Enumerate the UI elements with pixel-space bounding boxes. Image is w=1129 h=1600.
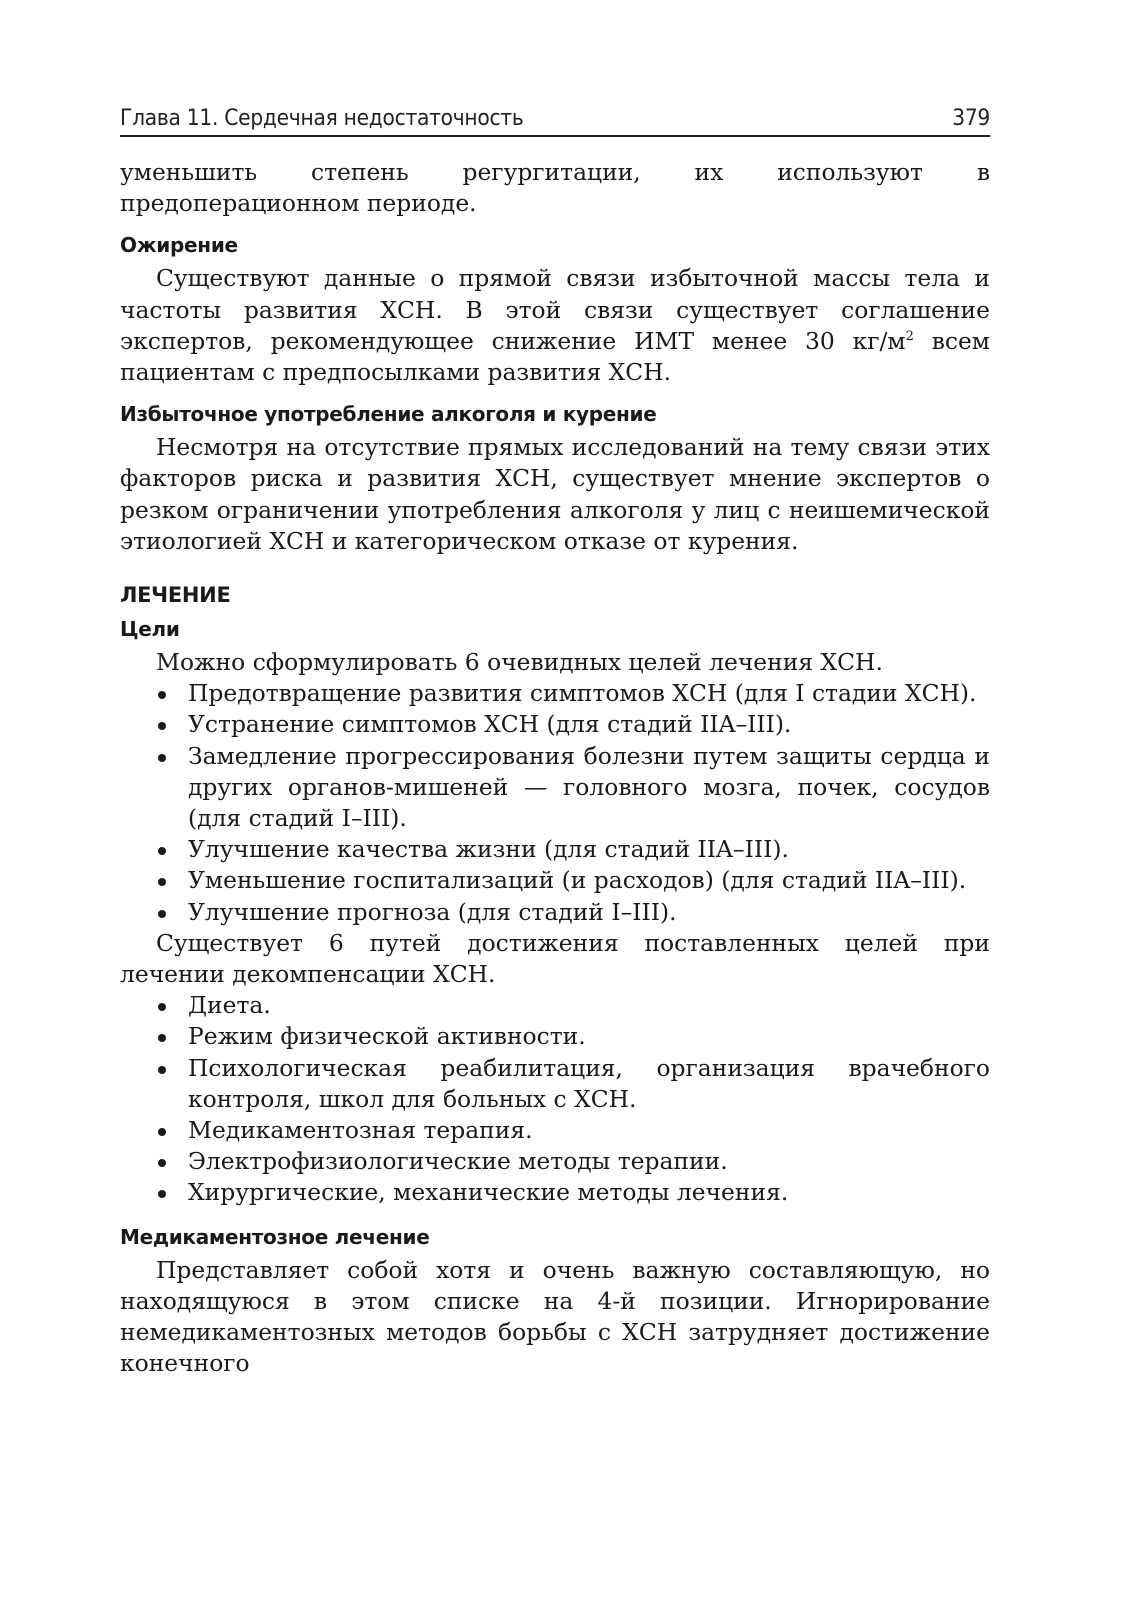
list-item: Психологическая реабилитация, организация врачебного контроля, школ для больных с ХСН. bbox=[156, 1053, 990, 1115]
bullet-icon bbox=[158, 691, 166, 699]
bullet-icon bbox=[158, 1066, 166, 1074]
goals-intro: Можно сформулировать 6 очевидных целей лечения ХСН. bbox=[156, 648, 883, 677]
obesity-heading: Ожирение bbox=[120, 233, 238, 258]
alcohol-heading: Избыточное употребление алкоголя и курение bbox=[120, 402, 657, 427]
list-item: Диета. bbox=[156, 990, 990, 1021]
page-number: 379 bbox=[952, 106, 991, 131]
bullet-icon bbox=[158, 1034, 166, 1042]
list-item: Предотвращение развития симптомов ХСН (для I стадии ХСН). bbox=[156, 678, 990, 709]
drug-therapy-paragraph: Представляет собой хотя и очень важную составляющую, но находящуюся в этом списке на 4-й позиции. Игнорирование немедикаментозных методов борьбы с ХСН затрудняет достижение конечного bbox=[120, 1255, 990, 1378]
book-page bbox=[120, 106, 990, 1380]
bullet-icon bbox=[158, 1003, 166, 1011]
intro-paragraph: уменьшить степень регургитации, их используют в предоперационном периоде. bbox=[120, 158, 990, 218]
bullet-icon bbox=[158, 910, 166, 918]
alcohol-paragraph: Несмотря на отсутствие прямых исследований на тему связи этих факторов риска и развития ХСН, существует мнение экспертов о резком ограничении употребления алкоголя у лиц с неишемической этиологией ХСН и категорическом отказе от курения. bbox=[120, 433, 990, 555]
obesity-text-b: всем пациентам с предпосылками развития ХСН. bbox=[120, 326, 990, 387]
list-item: Режим физической активности. bbox=[156, 1021, 990, 1052]
goals-heading: Цели bbox=[120, 617, 180, 642]
running-header bbox=[120, 106, 990, 137]
list-item: Улучшение прогноза (для стадий I–III). bbox=[156, 897, 990, 928]
list-item: Устранение симптомов ХСН (для стадий IIA–III). bbox=[156, 709, 990, 740]
bullet-icon bbox=[158, 1159, 166, 1167]
list-item: Уменьшение госпитализаций (и расходов) (для стадий IIA–III). bbox=[156, 865, 990, 896]
bullet-icon bbox=[158, 878, 166, 886]
bullet-icon bbox=[158, 1190, 166, 1198]
obesity-text-a: Существуют данные о прямой связи избыточной массы тела и частоты развития ХСН. В этой связи существует соглашение экспертов, рекомендующее снижение ИМТ менее 30 кг/м bbox=[120, 264, 990, 355]
chapter-title: Глава 11. Сердечная недостаточность bbox=[120, 106, 524, 131]
list-item: Медикаментозная терапия. bbox=[156, 1115, 990, 1146]
list-item: Электрофизиологические методы терапии. bbox=[156, 1146, 990, 1177]
drug-therapy-heading: Медикаментозное лечение bbox=[120, 1224, 430, 1249]
bullet-icon bbox=[158, 722, 166, 730]
obesity-paragraph bbox=[120, 263, 990, 388]
superscript: 2 bbox=[905, 329, 914, 345]
ways-list bbox=[120, 990, 990, 1208]
treatment-section-heading: ЛЕЧЕНИЕ bbox=[120, 583, 231, 608]
list-item: Улучшение качества жизни (для стадий IIA–III). bbox=[156, 834, 990, 865]
list-item: Хирургические, механические методы лечения. bbox=[156, 1177, 990, 1208]
ways-intro: Существует 6 путей достижения поставленных целей при лечении декомпенсации ХСН. bbox=[120, 928, 990, 989]
bullet-icon bbox=[158, 847, 166, 855]
bullet-icon bbox=[158, 754, 166, 762]
list-item: Замедление прогрессирования болезни путем защиты сердца и других органов-мишеней — головного мозга, почек, сосудов (для стадий I–III). bbox=[156, 741, 990, 835]
bullet-icon bbox=[158, 1128, 166, 1136]
goals-list bbox=[120, 678, 990, 928]
